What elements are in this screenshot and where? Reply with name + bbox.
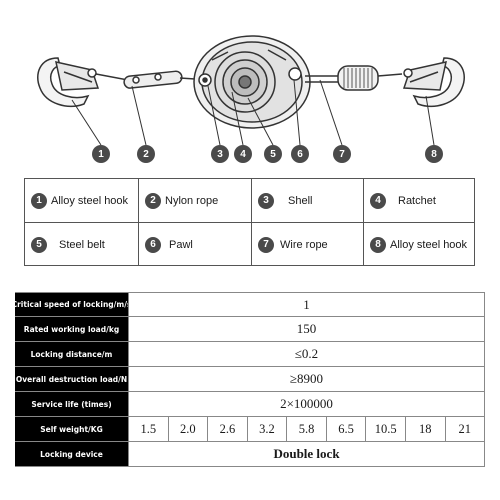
legend-label: Ratchet — [398, 194, 436, 207]
legend-label: Wire rope — [280, 238, 328, 251]
spec-row — [15, 417, 485, 442]
spec-value: 150 — [128, 317, 485, 341]
legend-row — [25, 223, 474, 266]
legend-item — [138, 223, 251, 266]
legend-number: 5 — [31, 237, 47, 253]
spec-weight-value: 2.0 — [168, 417, 208, 441]
callout-7: 7 — [333, 145, 351, 163]
legend-label: Shell — [288, 194, 313, 207]
left-hook-drawing — [38, 58, 98, 106]
spec-weight-value: 10.5 — [365, 417, 405, 441]
spec-value: Double lock — [128, 442, 485, 466]
spec-value: ≤0.2 — [128, 342, 485, 366]
right-hook-drawing — [404, 58, 464, 106]
legend-number: 2 — [145, 193, 161, 209]
legend-item — [251, 179, 363, 222]
legend-number: 1 — [31, 193, 47, 209]
drum-housing-drawing — [194, 36, 310, 128]
legend-number: 3 — [258, 193, 274, 209]
spec-weight-value: 18 — [405, 417, 445, 441]
spec-weight-value: 1.5 — [140, 421, 157, 436]
spec-row — [15, 342, 485, 367]
spec-row — [15, 317, 485, 342]
legend-item — [363, 179, 475, 222]
legend-number: 4 — [370, 193, 386, 209]
callout-3: 3 — [211, 145, 229, 163]
specification-table — [11, 292, 485, 467]
nylon-rope-drawing — [96, 71, 210, 89]
legend-number: 8 — [370, 237, 386, 253]
legend-item — [25, 179, 138, 222]
spec-key: Rated working load/kg — [15, 317, 128, 341]
product-diagram — [0, 0, 500, 180]
legend-item — [363, 223, 475, 266]
legend-label: Steel belt — [59, 238, 105, 251]
wire-rope-drawing — [305, 66, 402, 90]
spec-weight-value: 6.5 — [326, 417, 366, 441]
legend-number: 7 — [258, 237, 274, 253]
spec-key: Critical speed of locking/m/s — [15, 293, 128, 316]
spec-weight-values — [128, 417, 485, 441]
spec-value: ≥8900 — [128, 367, 485, 391]
legend-item — [25, 223, 138, 266]
legend-number: 6 — [145, 237, 161, 253]
callout-6: 6 — [291, 145, 309, 163]
parts-legend — [24, 178, 475, 266]
spec-value: 2×100000 — [128, 392, 485, 416]
legend-label: Alloy steel hook — [51, 194, 129, 207]
callout-4: 4 — [234, 145, 252, 163]
spec-weight-value: 2.6 — [207, 417, 247, 441]
legend-item — [138, 179, 251, 222]
spec-value: 1 — [128, 293, 485, 316]
spec-weight-value: 5.8 — [286, 417, 326, 441]
callout-5: 5 — [264, 145, 282, 163]
callout-2: 2 — [137, 145, 155, 163]
spec-key: Locking device — [15, 442, 128, 466]
spec-row — [15, 442, 485, 467]
spec-row — [15, 392, 485, 417]
legend-row — [25, 179, 474, 223]
spec-row — [11, 292, 485, 317]
legend-label: Alloy steel hook — [390, 238, 468, 251]
callout-8: 8 — [425, 145, 443, 163]
legend-label: Nylon rope — [165, 194, 219, 207]
spec-key: Locking distance/m — [15, 342, 128, 366]
spec-row — [15, 367, 485, 392]
spec-weight-value: 3.2 — [247, 417, 287, 441]
legend-item — [251, 223, 363, 266]
spec-key: Service life (times) — [15, 392, 128, 416]
legend-label: Pawl — [169, 238, 193, 251]
spec-key: Self weight/KG — [15, 417, 128, 441]
spec-weight-value: 21 — [445, 417, 485, 441]
callout-1: 1 — [92, 145, 110, 163]
spec-key: Overall destruction load/N — [15, 367, 128, 391]
